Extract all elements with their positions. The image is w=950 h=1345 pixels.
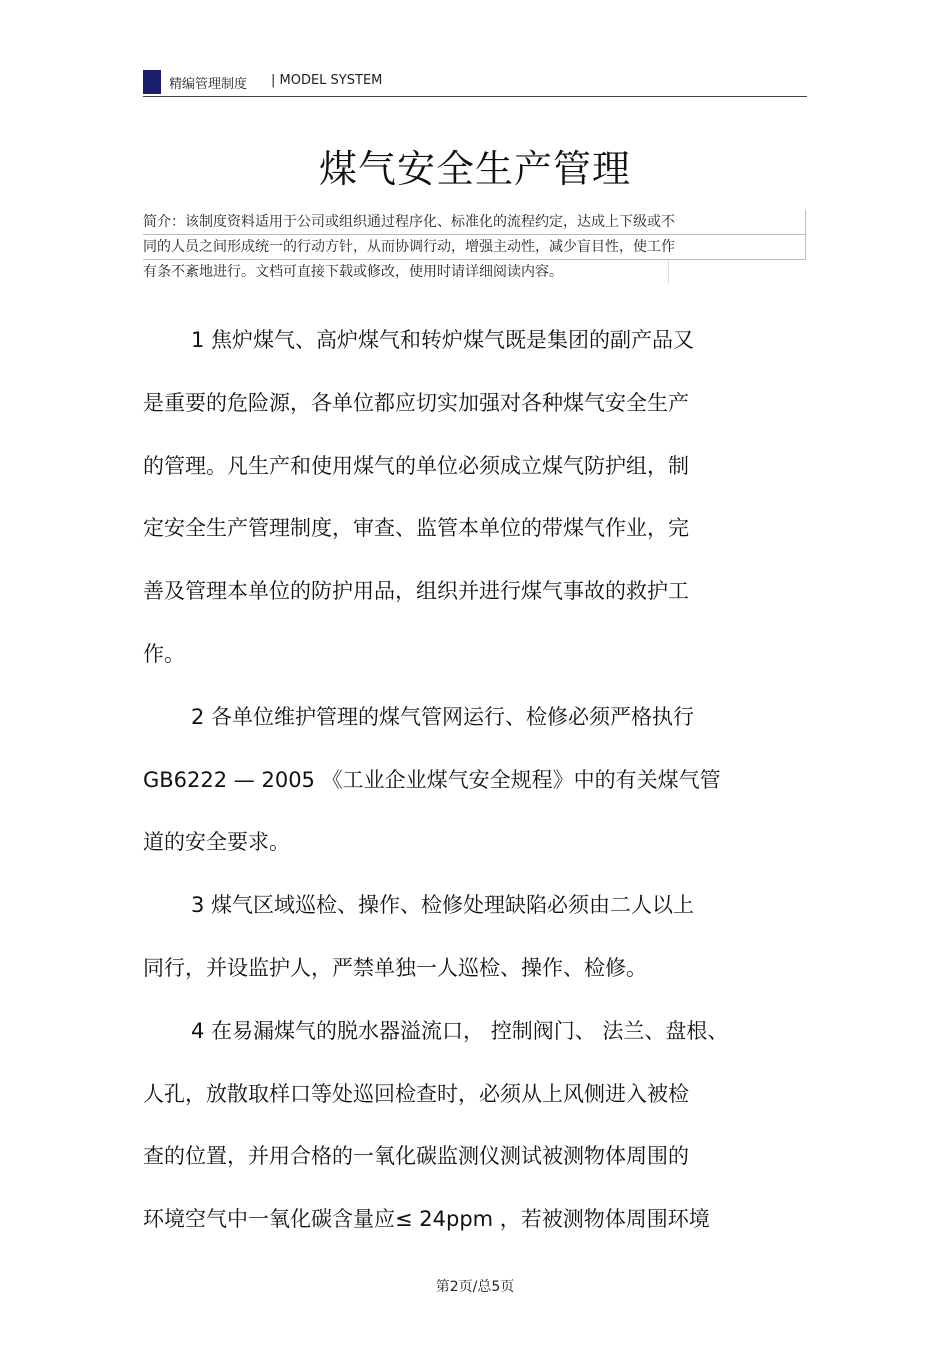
header-subtitle: | MODEL SYSTEM (271, 73, 383, 88)
paragraph-line: 环境空气中一氧化碳含量应≤ 24ppm ，若被测物体周围环境 (143, 1207, 710, 1232)
paragraph-line: 定安全生产管理制度，审查、监管本单位的带煤气作业，完 (143, 516, 689, 541)
intro-line: 同的人员之间形成统一的行动方针，从而协调行动，增强主动性，减少盲目性，使工作 (143, 235, 805, 260)
intro-border (805, 210, 806, 260)
page-header (143, 66, 807, 97)
paragraph-line: 1 焦炉煤气、高炉煤气和转炉煤气既是集团的副产品又 (191, 328, 695, 352)
paragraph-line: 作。 (143, 641, 185, 666)
body-text (143, 322, 803, 1264)
paragraph-line: 人孔，放散取样口等处巡回检查时，必须从上风侧进入被检 (143, 1081, 689, 1106)
paragraph-line: 同行，并设监护人，严禁单独一人巡检、操作、检修。 (143, 955, 647, 980)
paragraph-line: 是重要的危险源，各单位都应切实加强对各种煤气安全生产 (143, 390, 689, 415)
paragraph-line: 4 在易漏煤气的脱水器溢流口， 控制阀门、 法兰、盘根、 (191, 1018, 729, 1043)
paragraph-line: 2 各单位维护管理的煤气管网运行、检修必须严格执行 (191, 704, 695, 729)
document-title: 煤气安全生产管理 (318, 147, 631, 191)
paragraph-line: 道的安全要求。 (143, 830, 290, 855)
intro-line: 简介：该制度资料适用于公司或组织通过程序化、标准化的流程约定，达成上下级或不 (143, 210, 805, 235)
paragraph-line: 3 煤气区域巡检、操作、检修处理缺陷必须由二人以上 (191, 893, 695, 918)
header-title: 精编管理制度 (169, 77, 248, 92)
paragraph-line: 查的位置，并用合格的一氧化碳监测仪测试被测物体周围的 (143, 1144, 689, 1169)
paragraph-line: 善及管理本单位的防护用品，组织并进行煤气事故的救护工 (143, 579, 689, 604)
intro-border (668, 260, 669, 284)
paragraph-line: 的管理。凡生产和使用煤气的单位必须成立煤气防护组，制 (143, 453, 689, 478)
page-number: 第2页/总5页 (435, 1279, 515, 1295)
paragraph-line: GB6222 — 2005 《工业企业煤气安全规程》中的有关煤气管 (143, 767, 721, 792)
intro-block (143, 210, 805, 284)
intro-line: 有条不紊地进行。文档可直接下载或修改，使用时请详细阅读内容。 (143, 264, 563, 280)
logo-icon (143, 70, 161, 94)
